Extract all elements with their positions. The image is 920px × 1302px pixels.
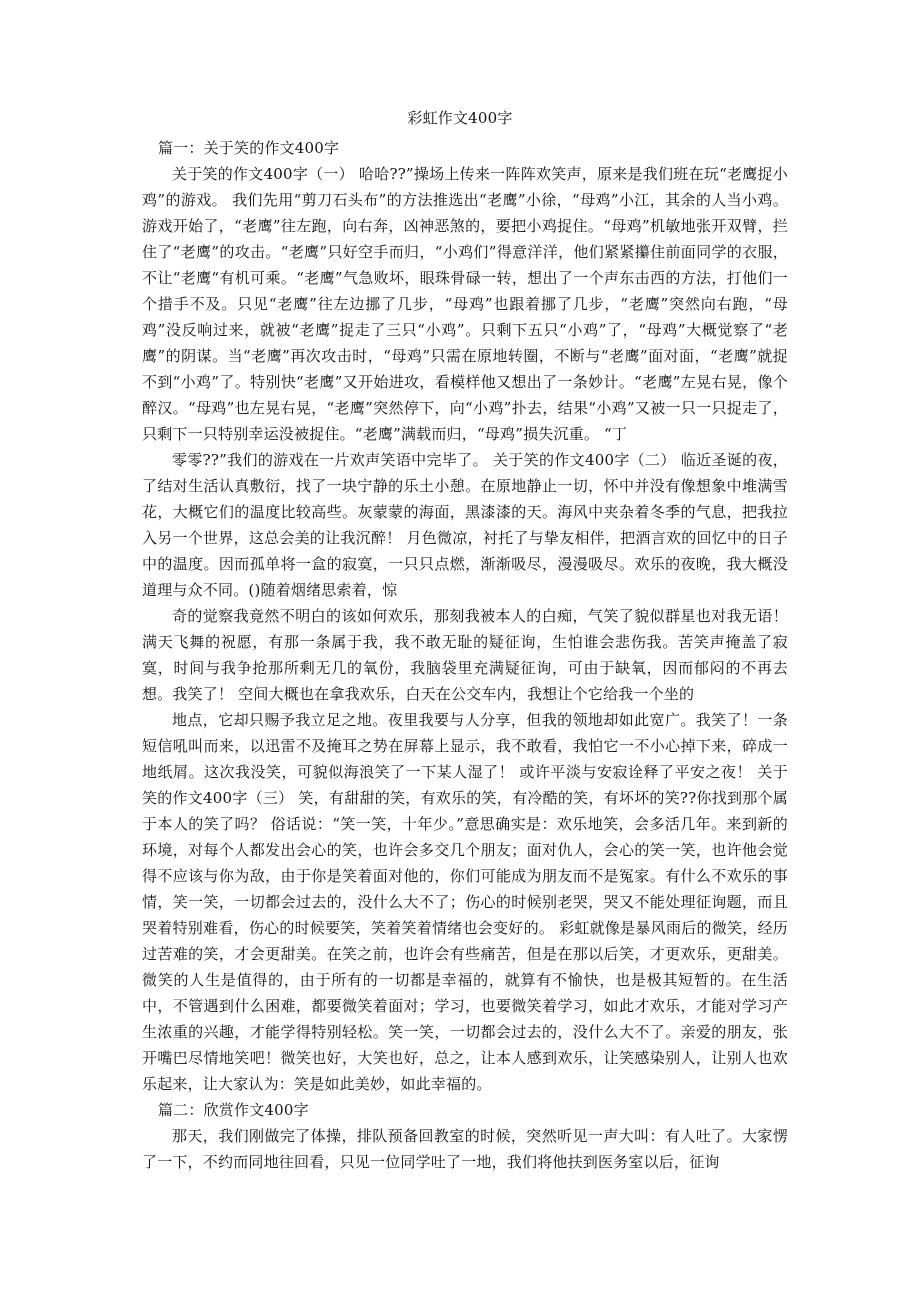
paragraph-4: 地点，它却只赐予我立足之地。夜里我要与人分享，但我的领地却如此宽广。我笑了！一条短信吼叫而来，以迅雷不及掩耳之势在屏幕上显示，我不敢看，我怕它一不小心掉下来，碎成一地纸屑。这次我没笑，可貌似海浪笑了一下某人湿了！ 或许平淡与安寂诠释了平安之夜！ 关于笑的作文400字（三） 笑，有甜甜的笑，有欢乐的笑，有冷酷的笑，有坏坏的笑??你找到那个属于本人的笑了吗？ 俗话说：“笑一笑，十年少。”意思确实是：欢乐地笑，会多活几年。来到新的环境，对每个人都发出会心的笑，也许会多交几个朋友；面对仇人，会心的笑一笑，也许他会觉得不应该与你为敌，由于你是笑着面对他的，你们可能成为朋友而不是冤家。有什么不欢乐的事情，笑一笑，一切都会过去的，没什么大不了；伤心的时候别老哭，哭又不能处理征询题，而且哭着特别难看，伤心的时候要笑，笑着笑着情绪也会变好的。 彩虹就像是暴风雨后的微笑，经历过苦难的笑，才会更甜美。在笑之前，也许会有些痛苦，但是在那以后笑，才更欢乐，更甜美。微笑的人生是值得的，由于所有的一切都是幸福的，就算有不愉快，也是极其短暂的。在生活中，不管遇到什么困难，都要微笑着面对；学习，也要微笑着学习，如此才欢乐，才能对学习产生浓重的兴趣，才能学得特别轻松。笑一笑，一切都会过去的，没什么大不了。亲爱的朋友，张开嘴巴尽情地笑吧！微笑也好，大笑也好，总之，让本人感到欢乐，让笑感染别人，让别人也欢乐起来，让大家认为：笑是如此美妙，如此幸福的。 — [142, 711, 788, 1093]
section-heading-1: 篇一：关于笑的作文400字 — [158, 139, 340, 157]
paragraph-1: 关于笑的作文400字（一） 哈哈??”操场上传来一阵阵欢笑声，原来是我们班在玩“老鹰捉小鸡”的游戏。 我们先用“剪刀石头布”的方法推选出“老鹰”小徐，“母鸡”小江，其余的人当小鸡。 游戏开始了，“老鹰”往左跑，向右奔，凶神恶煞的，要把小鸡捉住。“母鸡”机敏地张开双臂，拦住了“老鹰”的攻击。“老鹰”只好空手而归，“小鸡们”得意洋洋，他们紧紧攥住前面同学的衣服，不让“老鹰“有机可乘。“老鹰”气急败坏，眼珠骨碌一转，想出了一个声东击西的方法，打他们一个措手不及。只见“老鹰”往左边挪了几步，“母鸡”也跟着挪了几步，“老鹰”突然向右跑，“母鸡”没反响过来，就被“老鹰”捉走了三只“小鸡”。只剩下五只“小鸡”了，“母鸡”大概觉察了“老鹰”的阴谋。当“老鹰”再次攻击时，“母鸡”只需在原地转圈，不断与“老鹰”面对面，“老鹰”就捉不到“小鸡”了。特别快“老鹰”又开始进攻，看模样他又想出了一条妙计。“老鹰”左晃右晃，像个醉汉。“母鸡”也左晃右晃，“老鹰”突然停下，向“小鸡”扑去，结果“小鸡”又被一只一只捉走了，只剩下一只特别幸运没被捉住。“老鹰”满载而归，“母鸡”损失沉重。 “丁 — [142, 165, 788, 443]
document-title: 彩虹作文400字 — [407, 109, 513, 127]
paragraph-3: 奇的觉察我竟然不明白的该如何欢乐，那刻我被本人的白痴，气笑了貌似群星也对我无语！ 满天飞舞的祝愿，有那一条属于我，我不敢无耻的疑征询，生怕谁会悲伤我。苦笑声掩盖了寂寞，时间与我争抢那所剩无几的氧份，我脑袋里充满疑征询，可由于缺氧，因而郁闷的不再去想。我笑了！ 空间大概也在拿我欢乐，白天在公交车内，我想让个它给我一个坐的 — [142, 607, 788, 703]
paragraph-2: 零零??”我们的游戏在一片欢声笑语中完毕了。 关于笑的作文400字（二） 临近圣诞的夜，了结对生活认真敷衍，找了一块宁静的乐土小憩。在原地静止一切，怀中并没有像想象中堆满雪花，大概它们的温度比较高些。灰蒙蒙的海面，黑漆漆的天。海风中夹杂着冬季的气息，把我拉入另一个世界，这总会美的让我沉醉！ 月色微凉，衬托了与挚友相伴，把酒言欢的回忆中的日子中的温度。因而孤单将一盒的寂寞，一只只点燃，渐渐吸尽，漫漫吸尽。欢乐的夜晚，我大概没道理与众不同。()随着烟绪思索着，惊 — [142, 451, 788, 599]
section-heading-2: 篇二：欣赏作文400字 — [158, 1101, 309, 1119]
document-body — [142, 135, 788, 1175]
paragraph-5: 那天，我们刚做完了体操，排队预备回教室的时候，突然听见一声大叫：有人吐了。大家愣了一下，不约而同地往回看，只见一位同学吐了一地，我们将他扶到医务室以后，征询 — [142, 1127, 788, 1171]
